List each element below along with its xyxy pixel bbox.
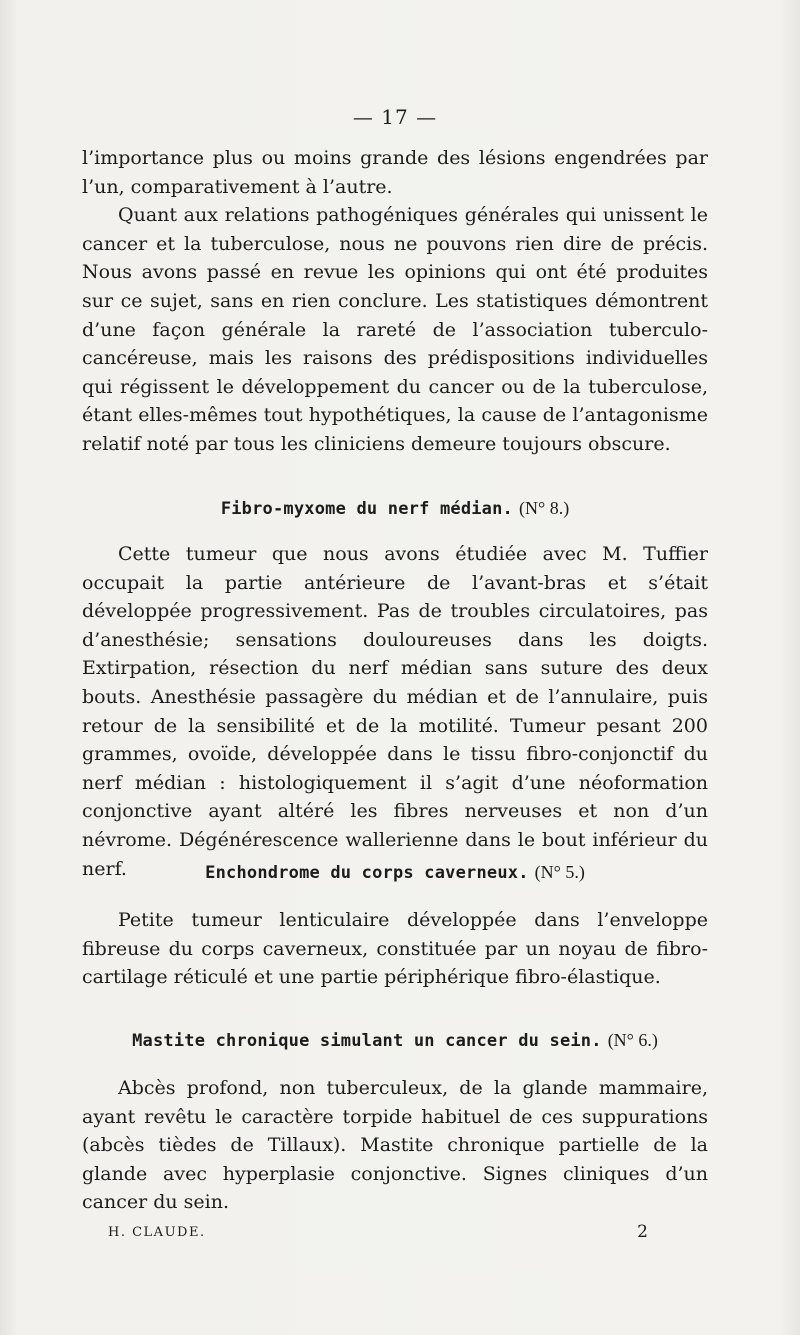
page-number: — 17 — — [352, 105, 438, 129]
section-reference: (N° 8.) — [519, 498, 570, 518]
section-heading-fibro-myxome — [82, 496, 708, 521]
section-title: Fibro-myxome du nerf médian. — [220, 499, 513, 519]
section-paragraph: Cette tumeur que nous avons étudiée avec M. Tuffier occupait la partie antérieure de l’avant-bras et s’était développée progressivement. Pas de troubles circulatoires, pas d’anesthésie; sensations douloureuses dans les doigts. Extirpation, résection du nerf médian sans suture des deux bouts. Anesthésie passagère du médian et de l’annulaire, puis retour de la sensibilité et de la motilité. Tumeur pesant 200 grammes, ovoïde, développée dans le tissu fibro-conjonctif du nerf médian : histologiquement il s’agit d’une néoformation conjonctive ayant altéré les fibres nerveuses et non d’un névrome. Dégénérescence wallerienne dans le bout inférieur du nerf. — [82, 543, 708, 880]
section-heading-enchondrome — [82, 860, 708, 885]
section-title: Enchondrome du corps caverneux. — [205, 863, 529, 883]
section-body-mastite — [82, 1074, 708, 1217]
footer-author: H. CLAUDE. — [108, 1225, 206, 1240]
section-title: Mastite chronique simulant un cancer du sein. — [132, 1031, 602, 1051]
section-body-fibro-myxome — [82, 540, 708, 883]
section-reference: (N° 6.) — [607, 1030, 658, 1050]
paragraph-pathogenic-relations: Quant aux relations pathogéniques générales qui unissent le cancer et la tuberculose, nous ne pouvons rien dire de précis. Nous avons passé en revue les opinions qui ont été produites sur ce sujet, sans en rien conclure. Les statistiques démontrent d’une façon générale la rareté de l’association tuberculo-cancéreuse, mais les raisons des prédispositions individuelles qui régissent le développement du cancer ou de la tuberculose, étant elles-mêmes tout hypothétiques, la cause de l’antagonisme relatif noté par tous les cliniciens demeure toujours obscure. — [82, 204, 708, 455]
section-heading-mastite — [82, 1028, 708, 1053]
section-paragraph: Abcès profond, non tuberculeux, de la glande mammaire, ayant revêtu le caractère torpide habituel de ces suppurations (abcès tièdes de Tillaux). Mastite chronique partielle de la glande avec hyperplasie conjonctive. Signes cliniques d’un cancer du sein. — [82, 1077, 708, 1214]
section-body-enchondrome — [82, 906, 708, 992]
section-reference: (N° 5.) — [534, 862, 585, 882]
paragraph-continuation — [82, 144, 708, 459]
footer-signature-mark: 2 — [637, 1222, 648, 1242]
section-paragraph: Petite tumeur lenticulaire développée dans l’enveloppe fibreuse du corps caverneux, constituée par un noyau de fibro-cartilage réticulé et une partie périphérique fibro-élastique. — [82, 909, 708, 989]
paragraph-continuation-text: l’importance plus ou moins grande des lésions engendrées par l’un, comparativement à l’autre. — [82, 147, 708, 198]
